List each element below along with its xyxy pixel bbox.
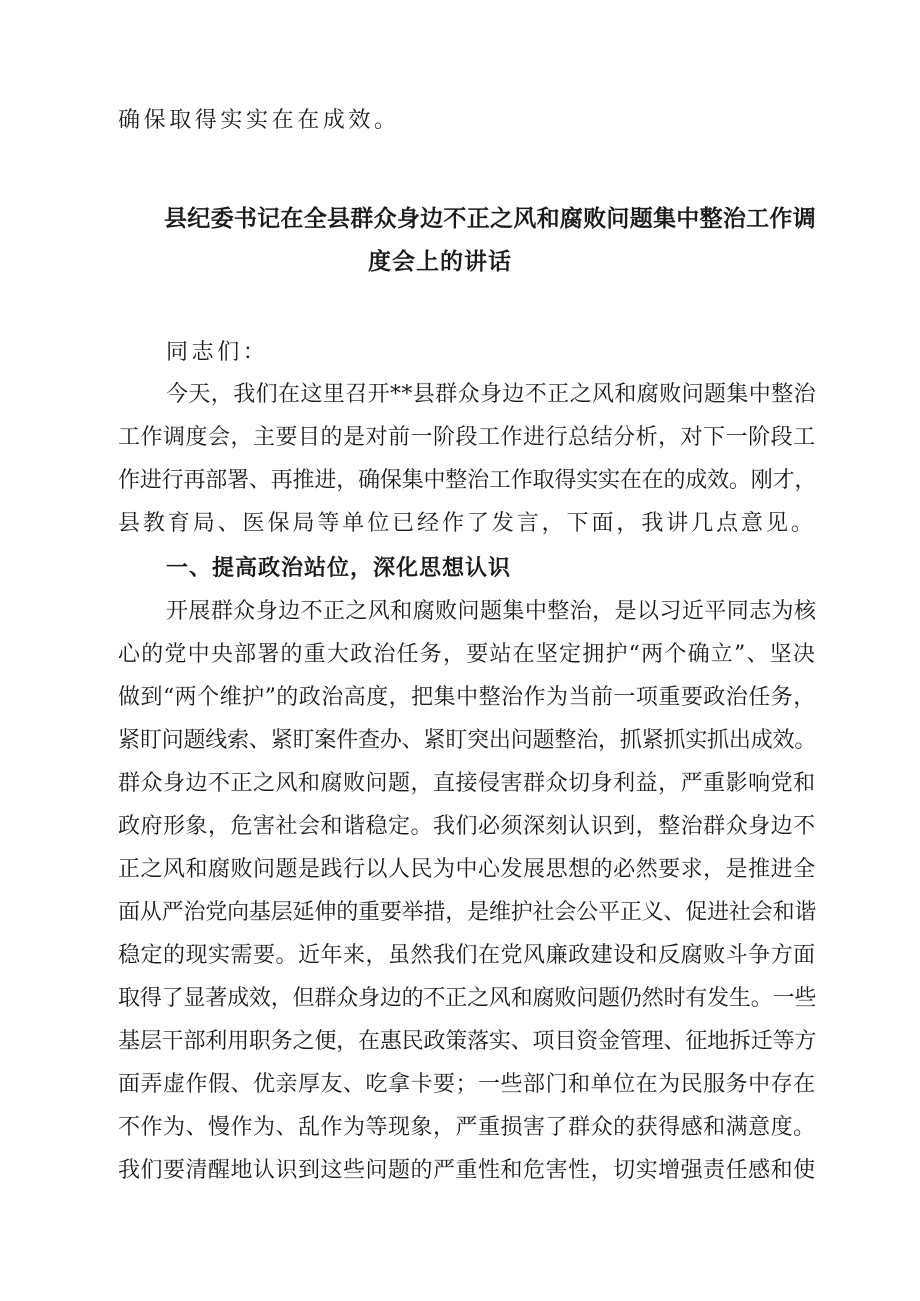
section1-line: 稳定的现实需要。近年来，虽然我们在党风廉政建设和反腐败斗争方面 bbox=[118, 943, 816, 968]
section1-line: 群众身边不正之风和腐败问题，直接侵害群众切身利益，严重影响党和 bbox=[118, 771, 816, 796]
intro-line: 作进行再部署、再推进，确保集中整治工作取得实实在在的成效。刚才， bbox=[118, 468, 817, 493]
intro-line: 县教育局、医保局等单位已经作了发言，下面，我讲几点意见。 bbox=[118, 511, 816, 536]
section1-line: 面从严治党向基层延伸的重要举措，是维护社会公平正义、促进社会和谐 bbox=[118, 900, 817, 925]
speech-title-line-1: 县纪委书记在全县群众身边不正之风和腐败问题集中整治工作调 bbox=[164, 206, 816, 232]
section1-line: 做到“两个维护”的政治高度，把集中整治作为当前一项重要政治任务， bbox=[118, 685, 816, 710]
section-heading-1: 一、提高政治站位，深化思想认识 bbox=[166, 556, 512, 581]
section1-line: 取得了显著成效，但群众身边的不正之风和腐败问题仍然时有发生。一些 bbox=[118, 986, 817, 1011]
previous-paragraph-tail: 确保取得实实在在成效。 bbox=[118, 108, 400, 133]
section1-line: 面弄虚作假、优亲厚友、吃拿卡要；一些部门和单位在为民服务中存在 bbox=[118, 1072, 816, 1097]
intro-line: 今天，我们在这里召开**县群众身边不正之风和腐败问题集中整治 bbox=[166, 382, 817, 407]
section1-line: 基层干部利用职务之便，在惠民政策落实、项目资金管理、征地拆迁等方 bbox=[118, 1029, 817, 1054]
section1-line: 正之风和腐败问题是践行以人民为中心发展思想的必然要求，是推进全 bbox=[118, 857, 816, 882]
section1-line: 不作为、慢作为、乱作为等现象，严重损害了群众的获得感和满意度。 bbox=[118, 1115, 816, 1140]
salutation: 同志们： bbox=[166, 340, 269, 365]
section1-line: 政府形象，危害社会和谐稳定。我们必须深刻认识到，整治群众身边不 bbox=[118, 814, 816, 839]
intro-line: 工作调度会，主要目的是对前一阶段工作进行总结分析，对下一阶段工 bbox=[118, 425, 816, 450]
section1-line: 开展群众身边不正之风和腐败问题集中整治，是以习近平同志为核 bbox=[166, 599, 817, 624]
section1-line: 心的党中央部署的重大政治任务，要站在坚定拥护“两个确立”、坚决 bbox=[118, 642, 817, 667]
section1-line: 紧盯问题线索、紧盯案件查办、紧盯突出问题整治，抓紧抓实抓出成效。 bbox=[118, 728, 817, 753]
speech-title-line-2: 度会上的讲话 bbox=[368, 249, 512, 275]
section1-line: 我们要清醒地认识到这些问题的严重性和危害性，切实增强责任感和使 bbox=[118, 1158, 816, 1183]
